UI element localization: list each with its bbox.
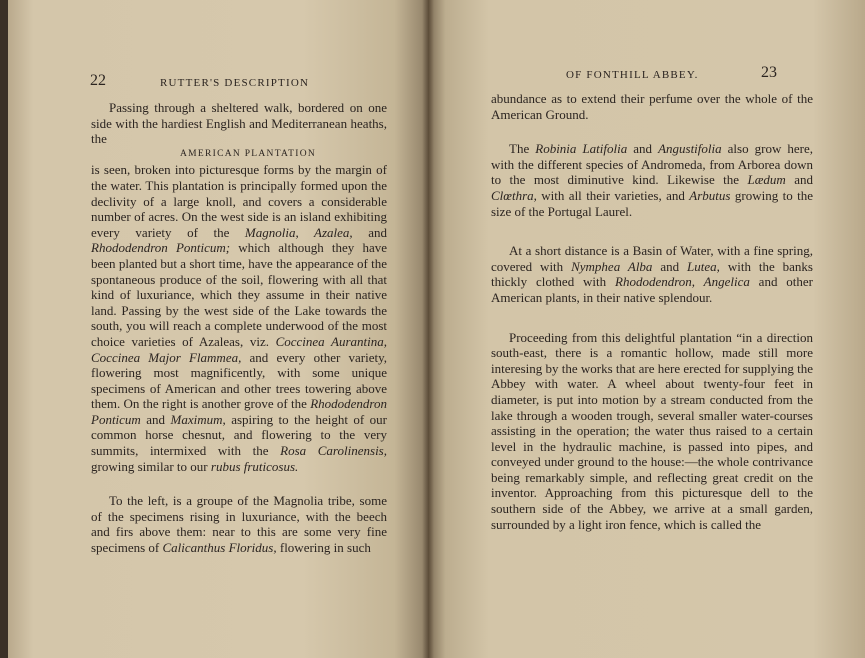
text-run: At a short distance is a Basin of Water, with a fine spring, covered with bbox=[491, 243, 813, 274]
left-page bbox=[8, 0, 428, 658]
text-run: and bbox=[352, 224, 387, 240]
paragraph: Proceeding from this delightful plantation “in a direction south-east, there is a romantic hollow, made still more interesing by the works that are here erected for supplying the Abbey with water. A wheel about twenty-four feet in diameter, is put into motion by a stream conducted from the lake through a wooden trough, several smaller water-courses assisting in the operation; the water thus raised to a certain level in the hydraulic machine, is passed into pipes, and conveyed under ground to the house:—the whole contrivance being remarkably simple, and reflecting great credit on the inventor. Approaching from this picturesque dell to the southern side of the Abbey, we arrive at a small garden, surrounded by a light iron fence, which is called the bbox=[491, 329, 813, 532]
italic-run: Clœthra, bbox=[491, 187, 537, 203]
paragraph bbox=[91, 162, 387, 474]
right-page-body bbox=[491, 91, 813, 532]
text-run: and every other variety, flowering most magnificently, with some unique specimens of American and other trees towering above them. On the right is another grove of the bbox=[91, 349, 387, 412]
italic-run: Nymphea Alba bbox=[571, 258, 653, 274]
text-run: with the banks thickly clothed with bbox=[491, 258, 813, 290]
text-run: aspiring to the height of our common horse chesnut, and flowering to the very summits, intermixed with the bbox=[91, 411, 387, 459]
text-run: and bbox=[785, 172, 813, 188]
running-head: OF FONTHILL ABBEY. bbox=[566, 69, 699, 81]
italic-run: Coccinea Aurantina, Coccinea Major Flammea, bbox=[91, 333, 387, 365]
book-gutter bbox=[422, 0, 434, 658]
italic-run: Maximum, bbox=[170, 411, 226, 427]
paragraph-gap bbox=[491, 306, 813, 330]
italic-run: rubus fruticosus. bbox=[210, 458, 299, 474]
running-head: RUTTER'S DESCRIPTION bbox=[160, 77, 310, 89]
italic-run: Arbutus bbox=[689, 187, 731, 203]
italic-run: Robinia Latifolia bbox=[535, 141, 628, 157]
text-run: with all their varieties, and bbox=[536, 187, 690, 203]
italic-run: Magnolia, Azalea, bbox=[244, 224, 353, 240]
paragraph bbox=[91, 493, 387, 555]
text-run: which although they have been planted but a short time, have the appearance of the spontaneous produce of the soil, flowering with all that kind of luxuriance, which they assume in their native land. Passing by the west side of the Lake towards the south, you will reach a complete underwood of the most choice varieties of Azaleas, viz. bbox=[91, 240, 387, 349]
paragraph: Passing through a sheltered walk, bordered on one side with the hardiest English and Mediterranean heaths, the bbox=[91, 100, 387, 147]
italic-run: Calicanthus Floridus, bbox=[162, 540, 277, 556]
text-run: growing similar to our bbox=[91, 458, 211, 474]
text-run: also grow here, with the different species of Andromeda, from Arborea down to the most diminutive kind. Likewise the bbox=[491, 141, 813, 188]
subheading: AMERICAN PLANTATION bbox=[179, 148, 317, 159]
paragraph bbox=[491, 243, 813, 305]
italic-run: Rhododendron Ponticum bbox=[91, 396, 387, 427]
italic-run: Angustifolia bbox=[658, 141, 722, 157]
page-number: 23 bbox=[761, 64, 777, 81]
text-run: and bbox=[627, 141, 659, 157]
text-run: growing to the size of the Portugal Laurel. bbox=[491, 187, 814, 219]
italic-run: Rhododendron, Angelica bbox=[615, 274, 750, 290]
paragraph bbox=[491, 141, 813, 219]
paragraph-gap bbox=[491, 219, 813, 243]
page-number: 22 bbox=[90, 72, 106, 89]
text-run: and bbox=[140, 411, 171, 427]
paragraph: abundance as to extend their perfume over the whole of the American Ground. bbox=[491, 91, 813, 122]
text-run: flowering in such bbox=[276, 540, 371, 556]
text-run: The bbox=[509, 141, 536, 157]
italic-run: Lædum bbox=[747, 172, 786, 188]
paragraph-gap bbox=[491, 122, 813, 141]
text-run: To the left, is a groupe of the Magnolia tribe, some of the specimens rising in luxuriance, with the beech and firs above them: near to this are some very fine specimens of bbox=[91, 493, 387, 556]
italic-run: Rosa Carolinensis, bbox=[280, 443, 387, 459]
paragraph-gap bbox=[91, 474, 387, 493]
text-run: and other American plants, in their native splendour. bbox=[491, 274, 813, 305]
left-page-body bbox=[91, 100, 387, 556]
italic-run: Rhododendron Ponticum; bbox=[91, 240, 231, 256]
italic-run: Lutea, bbox=[687, 258, 720, 274]
text-run: is seen, broken into picturesque forms by the margin of the water. This plantation is principally formed upon the declivity of a large knoll, and covers a considerable number of acres. On the west side is an island exhibiting every variety of the bbox=[91, 162, 387, 240]
right-page bbox=[428, 0, 865, 658]
text-run: and bbox=[652, 258, 688, 274]
